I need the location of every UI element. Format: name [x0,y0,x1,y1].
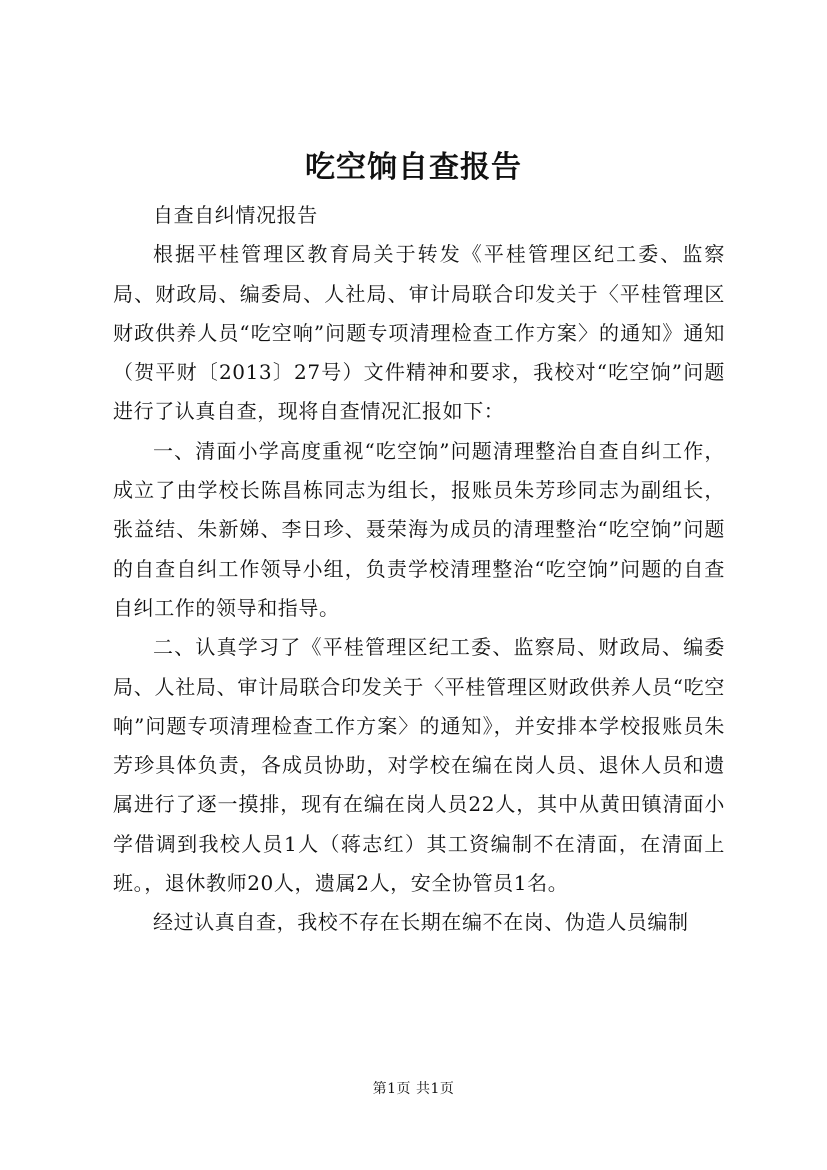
paragraph-conclusion: 经过认真自查，我校不存在长期在编不在岗、伪造人员编制 [153,910,689,935]
document-title: 吃空饷自查报告 [305,150,522,185]
paragraph-subtitle: 自查自纠情况报告 [153,203,318,227]
paragraph-intro: 根据平桂管理区教育局关于转发《平桂管理区纪工委、监察局、财政局、编委局、人社局、审计局联合印发关于〈平桂管理区财政供养人员“吃空响”问题专项清理检查工作方案〉的通知》通知（贺平财〔2013〕27号）文件精神和要求，我校对“吃空饷”问题进行了认真自查，现将自查情况汇报如下： [113,242,725,424]
paragraph-section-two: 二、认真学习了《平桂管理区纪工委、监察局、财政局、编委局、人社局、审计局联合印发关于〈平桂管理区财政供养人员“吃空响”问题专项清理检查工作方案〉的通知》，并安排本学校报账员朱芳珍具体负责，各成员协助，对学校在编在岗人员、退休人员和遗属进行了逐一摸排，现有在编在岗人员22人，其中从黄田镇清面小学借调到我校人员1人（蒋志红）其工资编制不在清面，在清面上班。，退休教师20人，遗属2人，安全协管员1名。 [113,635,725,896]
paragraph-section-one: 一、清面小学高度重视“吃空饷”问题清理整治自查自纠工作，成立了由学校长陈昌栋同志为组长，报账员朱芳珍同志为副组长，张益结、朱新娣、李日珍、聂荣海为成员的清理整治“吃空饷”问题的自查自纠工作领导小组，负责学校清理整治“吃空饷”问题的自查自纠工作的领导和指导。 [113,438,725,620]
document-body [113,196,725,943]
page-footer: 第1页 共1页 [372,1081,455,1097]
